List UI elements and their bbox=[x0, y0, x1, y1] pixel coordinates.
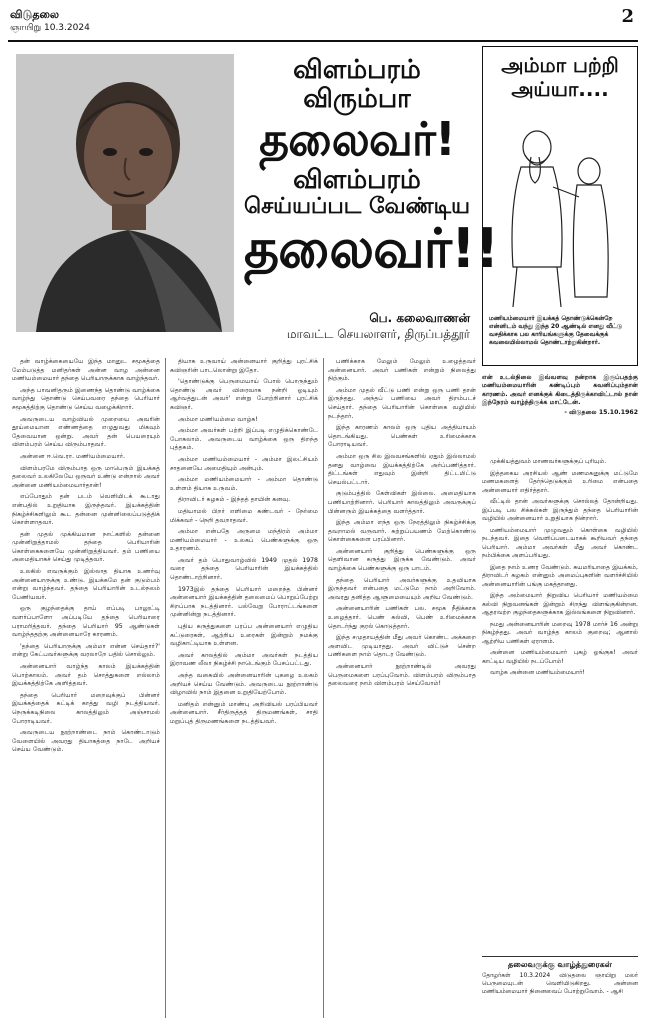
headline-line-4: செய்யப்பட வேண்டிய bbox=[244, 193, 470, 219]
paragraph: புதிய கருத்துகளை பரப்ப அன்னையார் எழுதிய கட்டுரைகள், ஆற்றிய உரைகள் இன்றும் நமக்கு வழிகாட்டியாக உள்ளன. bbox=[170, 623, 318, 648]
paragraph: மணியம்மையார் முழுவதும் கொள்கை வழியில் நடந்தவர். இதை வெளிப்படையாகக் கூறியவர் தந்தை பெரியார். அம்மா அவர்கள் மீது அவர் கொண்ட நம்பிக்கை அளப்பரியது. bbox=[482, 526, 638, 559]
paragraph: குடும்பத்தில் கேள்விகள் இல்லை. அமைதியாக பணியாற்றினார். பெரியார் காலத்திலும் அவருக்குப் பின்னரும் இயக்கத்தை வளர்த்தார். bbox=[328, 490, 476, 515]
paragraph: தன் முதல் முக்கியமான நாட்களில் தன்னை முன்னிறுத்தாமல் தந்தை பெரியாரின் கொள்கைகளையே முன்னிறுத்தியவர். தம் பணியை அமைதியாகச் செய்து முடித்தவர். bbox=[12, 530, 160, 564]
portrait-illustration bbox=[16, 54, 234, 332]
paragraph: அம்மா முதல் வீட்டு பணி என்று ஒரு பணி தான் இருந்தது. அந்தப் பணியை அவர் திறம்படச் செய்தார். தந்தை பெரியாரின் கொள்கை வழியில் நடந்தார். bbox=[328, 386, 476, 420]
notice-title: தலைவருக்கு வாழ்த்துரைகள் bbox=[508, 960, 612, 969]
sidebar-body bbox=[482, 458, 638, 908]
paragraph: நமது அன்னையாரின் மறைவு 1978 மார்ச் 16 அன்று நிகழ்ந்தது. அவர் வாழ்ந்த காலம் குறைவு; ஆனால் ஆற்றிய பணிகள் ஏராளம். bbox=[482, 620, 638, 645]
sidebar-caption: மணியம்மையார் இயக்கத் தொண்டுக்கென்றே என்னிடம் வந்து இந்த 20 ஆண்டில் எனது வீட்டு வசதிக்காக பல காரியங்களுக்கு தேவைக்குக் கவலையில்லாமல் தொண்டாற்றுகின்றார். bbox=[489, 315, 623, 346]
paragraph: இதை நாம் உணர வேண்டும். சுயமரியாதை இயக்கம், திராவிடர் கழகம் என்னும் அமைப்புகளின் வளர்ச்சியில் அன்னையாரின் பங்கு மகத்தானது. bbox=[482, 563, 638, 588]
paragraph: இத்தகைய அரசியல் ஆண் மணமகனுக்கு மட்டுமே மணமகளைத் தேர்ந்தெடுக்கும் உரிமை என்பதை அன்னையார் எதிர்த்தார். bbox=[482, 469, 638, 494]
paragraph: தியாக உருவாய் அன்னையார் குறித்து புரட்சிக் கவிஞரின் பாடலொன்று இதோ. bbox=[170, 358, 318, 374]
newspaper-name: விடுதலை bbox=[10, 8, 60, 21]
notice-box bbox=[482, 956, 638, 1016]
paragraph: வீட்டில் தான் அவர்களுக்கு சொல்லத் தோன்றியது. இப்படி பல சிக்கல்கள் இருந்தும் தந்தை பெரியாரின் வழியில் அன்னையார் உறுதியாக நின்றார். bbox=[482, 498, 638, 522]
column-divider bbox=[165, 358, 166, 1018]
paragraph: 1973இல் தந்தை பெரியார் மறைந்த பின்னர் அன்னையார் இயக்கத்தின் தலைமைப் பொறுப்பேற்று சிறப்பாக நடத்தினார். பல்வேறு போராட்டங்களை முன்னின்று நடத்தினார். bbox=[170, 585, 318, 619]
paragraph: வாழ்க அன்னை மணியம்மையார்! bbox=[490, 669, 585, 676]
paragraph: எப்போதும் தன் படம் வெளியிடக் கூடாது என்பதில் உறுதியாக இருந்தவர். இயக்கத்தின் நிகழ்ச்சிகளிலும் கூட தன்னை முன்னிலைப்படுத்திக் கொள்ளாதவர். bbox=[12, 493, 160, 527]
body-column-2 bbox=[170, 358, 318, 1018]
paragraph: அம்மா என்பதே அருமை மந்திரம் அம்மா மணியம்மையார் - உலகப் பெண்களுக்கு ஒரு உதாரணம். bbox=[170, 528, 318, 553]
sidebar bbox=[482, 46, 638, 1018]
paragraph: அந்த வகையில் அன்னையாரின் புகழை உலகம் அறியச் செய்ய வேண்டும். அவருடைய நூற்றாண்டு விழாவில் நாம் இதனை உறுதியேற்போம். bbox=[170, 672, 318, 697]
paragraph: அம்மா மணியம்மையார் - அம்மா இலட்சியம் சாதனையே அமைதியும் அன்பும். bbox=[170, 455, 318, 472]
paragraph: உலகில் எவருக்கும் இல்லாத தியாக உணர்வு அன்னையாருக்கு உண்டு. இயக்கமே தன் குடும்பம் என்று வாழ்ந்தவர். தந்தை பெரியாரின் உடல்நலம் பேணியவர். bbox=[12, 568, 160, 601]
header-rule bbox=[8, 40, 638, 42]
paragraph: முக்கியத்துவம் மாணவர்களுக்குப் புரியும். bbox=[490, 458, 607, 465]
quote-attribution: - விடுதலை 15.10.1962 bbox=[564, 409, 638, 417]
article-body bbox=[12, 358, 480, 1018]
paragraph: அன்னை மணியம்மையார் புகழ் ஓங்குக! அவர் காட்டிய வழியில் நடப்போம்! bbox=[482, 649, 638, 665]
headline-line-3: விளம்பரம் bbox=[293, 164, 421, 195]
body-column-1 bbox=[12, 358, 160, 1018]
paragraph: அவருடைய நூற்றாண்டை நாம் கொண்டாடும் வேளையில் அவரது தியாகத்தை நாடே அறியச் செய்ய வேண்டும். bbox=[12, 729, 160, 754]
paragraph: தந்தை பெரியார் அவர்களுக்கு உதவியாக இருந்தவர் என்பதை மட்டுமே நாம் அறிவோம். அவரது தனித்த ஆளுமையையும் அறிய வேண்டும். bbox=[328, 576, 476, 601]
paragraph: அவர் தம் பொதுவாழ்வில் 1949 முதல் 1978 வரை தந்தை பெரியாரின் இயக்கத்தில் தொண்டாற்றினார். bbox=[170, 556, 318, 582]
paragraph: ஒரு குழந்தைக்கு தாய் எப்படி பாலூட்டி வளர்ப்பாளோ அப்படியே தந்தை பெரியாரை பராமரித்தவர். தந்தை பெரியார் 95 ஆண்டுகள் வாழ்ந்ததற்கு அன்னையாரே காரணம். bbox=[12, 605, 160, 639]
paragraph: அம்மா மணியம்மையார் - அம்மா தொண்டு உள்ளம் தியாக உருவம். bbox=[170, 476, 318, 492]
author-role: மாவட்ட செயலாளர், திருப்பத்தூர் bbox=[286, 327, 470, 341]
headline-line-2: தலைவர்! bbox=[259, 112, 455, 167]
paragraph: 'தொண்டுக்கு பெருமையாய் போல் பொருந்தும் தொண்டு அவர் விரைவாக நன்றி ஓடியும் ஆர்வத்துடன் அவர்' என்று போற்றினார் புரட்சிக் கவிஞர். bbox=[170, 378, 318, 411]
paragraph: பணிக்காக மேலும் மேலும் உழைத்தவர் அன்னையார். அவர் பணிகள் என்றும் நிலைத்து நிற்கும். bbox=[328, 358, 476, 383]
paragraph: மனிதம் என்னும் மாண்பு அறிவியல் பரப்பியவர் அன்னையார். சீர்திருத்தத் திருமணங்கள், சாதி மறுப்புத் திருமணங்களை நடத்தியவர். bbox=[170, 700, 318, 725]
headline bbox=[244, 55, 499, 281]
paragraph: அவருடைய வாழ்வியல் முறையை அவரின் தூய்மையான எண்ணத்தை எழுதுவது மிகவும் தேவையான ஒன்று. அவர் தன் பெயரையும் விளம்பரம் செய்ய விரும்பாதவர். bbox=[12, 415, 160, 449]
paragraph: தன் வாழ்க்கையையே இந்த மானுட சமூகத்தை மேம்படுத்த மனிதர்கள் அன்ன வாழ அன்னை மணியம்மையார் தந்தை பெரியாருக்காக வாழ்ந்தவர். bbox=[12, 358, 160, 383]
sidebar-quote bbox=[482, 374, 638, 417]
paragraph: விளம்பரமே விரும்பாத ஒரு மாபெரும் இயக்கத் தலைவர் உலகிலேயே ஒருவர் உண்டு என்றால் அவர் அன்னை மணியம்மையார்தான்! bbox=[12, 464, 160, 489]
paragraph: அன்னையார் வாழ்ந்த காலம் இயக்கத்தின் பொற்காலம். அவர் தம் சொத்துகளை எல்லாம் இயக்கத்திற்கே அளித்தவர். bbox=[12, 663, 160, 688]
paragraph: அன்னையார் நூற்றாண்டில் அவரது பெருமைகளை பரப்புவோம். விளம்பரம் விரும்பாத தலைவரை நாம் விளம்பரம் செய்வோம்! bbox=[328, 663, 476, 688]
paragraph: தந்தை பெரியார் மறைவுக்குப் பின்னர் இயக்கத்தைக் கட்டிக் காத்து வழி நடத்தியவர். நெருக்கடிநிலை காலத்திலும் அஞ்சாமல் போராடியவர். bbox=[12, 691, 160, 725]
paragraph: திராவிடர் கழகம் - இந்தத் தாயின் கனவு. bbox=[178, 496, 291, 504]
sidebar-title: அம்மா பற்றி அய்யா.... bbox=[501, 53, 619, 101]
paragraph: அந்த பாவனிதரும் இணைந்த தொண்டு வாழ்க்கை வாழ்ந்து தொண்டு செய்பவரை தந்தை பெரியார் சமூகத்திற்கு தொண்டு செய்ய வழைக்கிறார். bbox=[12, 386, 160, 411]
paragraph: அன்னையார் குறித்து பெண்களுக்கு ஒரு தெளிவான கருத்து இருக்க வேண்டும். அவர் வாழ்க்கை பெண்களுக்கு ஒரு பாடம். bbox=[328, 547, 476, 573]
paragraph: இந்த சமுதாயத்தின் மீது அவர் கொண்ட அக்கறை அளவிட முடியாதது. அவர் விட்டுச் சென்ற பணிகளை நாம் தொடர வேண்டும். bbox=[328, 634, 476, 659]
paragraph: அம்மா அவர்கள் பற்றி இப்படி எழுதிக்கொண்டே போகலாம். அவருடைய வாழ்க்கை ஒரு திறந்த புத்தகம். bbox=[170, 427, 318, 452]
lead-article-head bbox=[12, 52, 499, 352]
paragraph: இந்த காரணம் காலம் ஒரு புதிய அத்தியாயம் தொடங்கியது. பெண்கள் உரிமைக்காக போராடியவர். bbox=[328, 424, 476, 449]
page-header bbox=[8, 6, 638, 40]
author-name: பெ. கலைவாணன் bbox=[369, 311, 470, 325]
headline-line-1: விளம்பரம் விரும்பா bbox=[293, 55, 421, 115]
body-column-3 bbox=[328, 358, 476, 1018]
sidebar-feature-box bbox=[482, 46, 638, 366]
paragraph: அவர் காலத்தில் அம்மா அவர்கள் நடத்திய இராவண லீலா நிகழ்ச்சி நாடெங்கும் பேசப்பட்டது. bbox=[170, 651, 318, 668]
paragraph: அன்னை ஈ.வெ.ரா. மணியம்மையார். bbox=[20, 452, 126, 460]
sketch-illustration bbox=[491, 117, 631, 313]
portrait-photo bbox=[16, 54, 234, 332]
page-number: 2 bbox=[621, 6, 634, 27]
paragraph: மதியாமல் பிறர் எளிமை கண்டவர் - நேர்மை மிக்கவர் - நெறி தவறாதவர். bbox=[170, 507, 318, 524]
quote-text: என் உடல்நிலை இவ்வளவு நன்றாக இருப்பதற்கு மணியம்மையாரின் கண்டிப்பும் கவனிப்பும்தான் காரணம். அவர் எனக்குக் கிடைத்திருக்காவிட்டால் நான் இந்நேரம் வாழ்ந்திருக்க மாட்டேன். bbox=[482, 374, 638, 406]
paragraph: இந்த அம்மையார் நிறுவிய பெரியார் மணியம்மை கல்வி நிறுவனங்கள் இன்றும் சிறந்து விளங்குகின்றன. ஆதரவற்ற குழந்தைகளுக்காக இல்லங்களை நிறுவினார். bbox=[482, 592, 638, 616]
issue-date: ஞாயிறு 10.3.2024 bbox=[10, 23, 90, 33]
notice-body: தோழர்கள் 10.3.2024 விடுதலை ஞாயிறு மலர் பெருமையுடன் வெளியிடுகிறது. அன்னை மணியம்மையார் நினைவைப் போற்றுவோம். - ஆசி bbox=[482, 972, 638, 995]
headline-line-5: தலைவர்!! bbox=[244, 217, 499, 281]
paragraph: அன்னையாரின் பணிகள் பல. சமூக நீதிக்காக உழைத்தார். பெண் கல்வி, பெண் உரிமைக்காக தொடர்ந்து குரல் கொடுத்தார். bbox=[328, 605, 476, 630]
column-divider bbox=[323, 358, 324, 1018]
paragraph: இந்த அம்மா எந்த ஒரு நேரத்திலும் நிகழ்ச்சிக்கு தவறாமல் வருவார். சுற்றுப்பயணம் மேற்கொண்டு கொள்கைகளை பரப்பினார். bbox=[328, 519, 476, 544]
byline bbox=[244, 310, 470, 342]
paragraph: அம்மா மணியம்மை வாழ்க! bbox=[178, 415, 258, 423]
paragraph: 'தந்தை பெரியாருக்கு அம்மா என்ன செய்தார்?' என்று கேட்பவர்களுக்கு வரலாறே பதில் சொல்லும். bbox=[12, 642, 160, 659]
paragraph: அம்மா ஒரு சில இலவசங்களில் ஏதும் இல்லாமல் தனது வாழ்வை இயக்கத்திற்கே அர்ப்பணித்தார். திட்டங்கள் எதுவும் இன்றி திட்டமிட்டு செயல்பட்டார். bbox=[328, 452, 476, 486]
